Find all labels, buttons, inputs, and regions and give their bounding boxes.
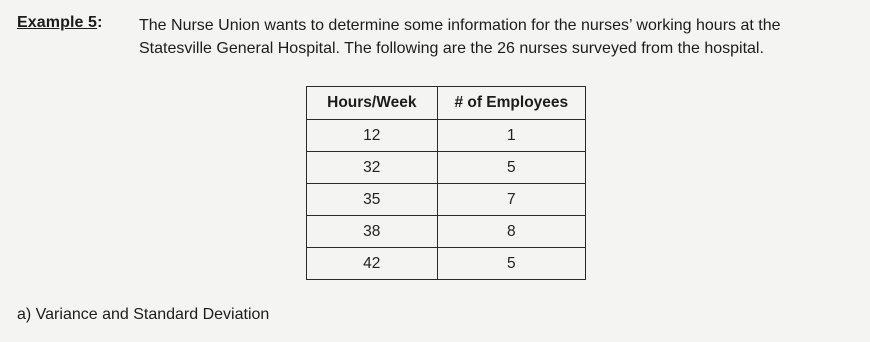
header-num-employees: # of Employees <box>437 87 585 120</box>
example-colon: : <box>97 14 103 31</box>
example-label <box>17 14 103 32</box>
cell-employees: 5 <box>437 248 585 280</box>
cell-hours: 42 <box>307 248 438 280</box>
cell-hours: 12 <box>307 120 438 152</box>
table-row <box>307 216 586 248</box>
table-row <box>307 152 586 184</box>
cell-employees: 7 <box>437 184 585 216</box>
cell-employees: 5 <box>437 152 585 184</box>
cell-hours: 38 <box>307 216 438 248</box>
problem-line-1: The Nurse Union wants to determine some information for the nurses’ working hours at the <box>139 17 781 34</box>
frequency-table <box>306 86 586 280</box>
problem-statement <box>139 14 864 60</box>
table-row <box>307 184 586 216</box>
cell-hours: 32 <box>307 152 438 184</box>
table-row <box>307 248 586 280</box>
example-number: Example 5 <box>17 14 98 31</box>
table-row <box>307 120 586 152</box>
cell-employees: 1 <box>437 120 585 152</box>
cell-employees: 8 <box>437 216 585 248</box>
header-hours-per-week: Hours/Week <box>307 87 438 120</box>
question-a: a) Variance and Standard Deviation <box>17 306 270 323</box>
problem-line-2: Statesville General Hospital. The following are the 26 nurses surveyed from the hospital. <box>139 40 764 57</box>
cell-hours: 35 <box>307 184 438 216</box>
table-header-row <box>307 87 586 120</box>
